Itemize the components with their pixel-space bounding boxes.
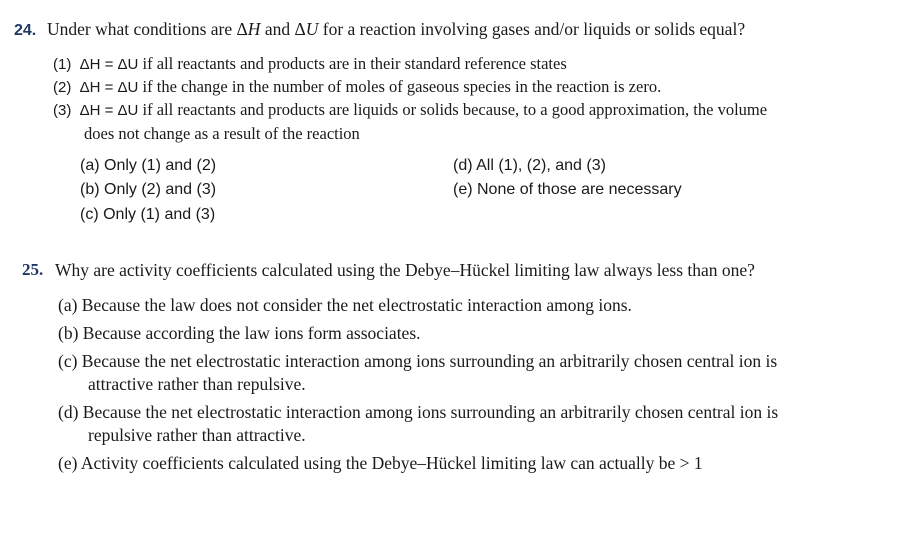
statement-equation: ΔH = ΔU — [79, 56, 139, 73]
statement-equation: ΔH = ΔU — [79, 102, 139, 119]
statement-2 — [53, 77, 661, 97]
question-24-number: 24. — [14, 22, 37, 39]
question-25-stem: Why are activity coefficients calculated using the Debye–Hückel limiting law always less than one? — [55, 260, 755, 280]
option-24-b: (b) Only (2) and (3) — [80, 181, 217, 198]
question-24 — [0, 0, 917, 240]
statement-3 — [53, 100, 767, 120]
option-25-c: (c) Because the net electrostatic interaction among ions surrounding an arbitrarily chosen central ion is — [58, 351, 778, 371]
option-25-d-continuation: repulsive rather than attractive. — [88, 425, 306, 445]
option-24-e: (e) None of those are necessary — [453, 181, 682, 198]
statement-equation: ΔH = ΔU — [79, 79, 139, 96]
option-24-c: (c) Only (1) and (3) — [80, 206, 216, 223]
stem-text-pre: Under what conditions are — [47, 19, 237, 39]
statement-text: if all reactants and products are liquids or solids because, to a good approximation, the volume — [138, 100, 768, 119]
option-25-d: (d) Because the net electrostatic interaction among ions surrounding an arbitrarily chosen central ion is — [58, 402, 779, 422]
stem-text-and: and — [260, 19, 295, 39]
option-25-a: (a) Because the law does not consider the net electrostatic interaction among ions. — [58, 295, 632, 315]
statement-label: (2) — [53, 79, 72, 96]
delta-h-symbol: ΔH — [236, 19, 261, 39]
option-25-e: (e) Activity coefficients calculated using the Debye–Hückel limiting law can actually be > 1 — [58, 453, 703, 473]
statement-text: if the change in the number of moles of gaseous species in the reaction is zero. — [138, 77, 662, 96]
statement-3-continuation: does not change as a result of the reaction — [84, 124, 360, 143]
question-24-stem — [47, 19, 745, 40]
option-25-b: (b) Because according the law ions form associates. — [58, 323, 421, 343]
statement-label: (1) — [53, 56, 72, 73]
statement-label: (3) — [53, 102, 72, 119]
option-24-a: (a) Only (1) and (2) — [80, 157, 217, 174]
delta-u-symbol: ΔU — [294, 19, 319, 39]
statement-text: if all reactants and products are in their standard reference states — [138, 54, 567, 73]
statement-1 — [53, 54, 567, 74]
question-25-number: 25. — [22, 260, 44, 279]
option-24-d: (d) All (1), (2), and (3) — [453, 157, 606, 174]
stem-text-post: for a reaction involving gases and/or liquids or solids equal? — [318, 19, 746, 39]
option-25-c-continuation: attractive rather than repulsive. — [88, 374, 306, 394]
